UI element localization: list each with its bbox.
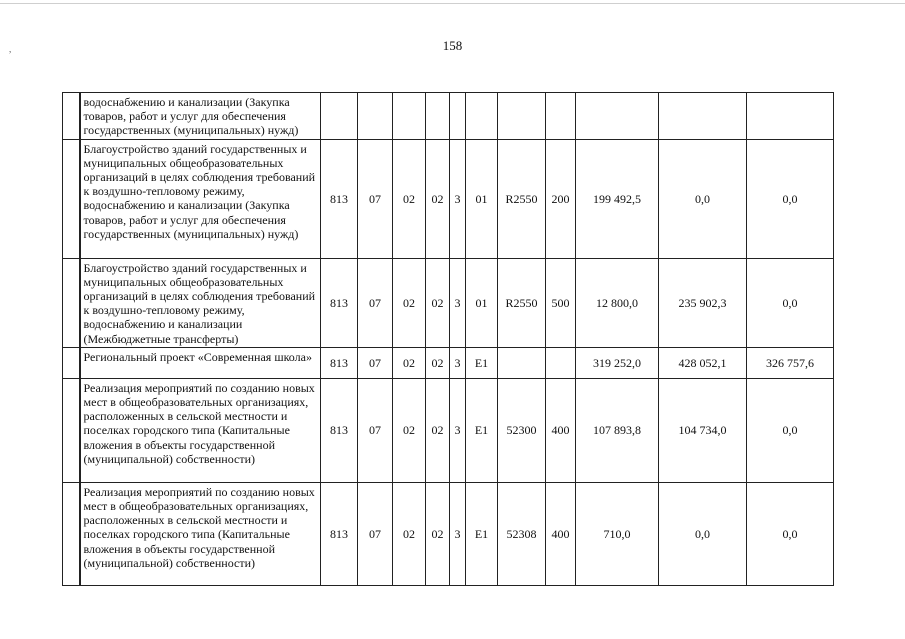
pr-cell: 02 — [393, 482, 426, 585]
item-name-cell: Реализация мероприятий по созданию новых мест в общеобразовательных организациях, расположенных в сельской местности и поселках городского типа (Капитальные вложения в объекты государственной (муниципальной) собственности) — [80, 378, 321, 482]
target-article-cell: 3 — [450, 378, 466, 482]
row-number-cell — [63, 347, 80, 378]
budget-table — [62, 92, 834, 586]
item-name-cell: Реализация мероприятий по созданию новых мест в общеобразовательных организациях, расположенных в сельской местности и поселках городского типа (Капитальные вложения в объекты государственной (муниципальной) собственности) — [80, 482, 321, 585]
ved-cell: 813 — [321, 482, 358, 585]
target-article-cell: 3 — [450, 482, 466, 585]
target-article-cell — [450, 93, 466, 140]
target-article-cell: 52300 — [498, 378, 546, 482]
amount-cell — [747, 93, 834, 140]
amount-cell: 12 800,0 — [576, 258, 659, 347]
top-border-line — [0, 3, 905, 4]
expense-type-cell: 400 — [546, 378, 576, 482]
rz-cell: 07 — [358, 139, 393, 258]
target-article-cell: 02 — [426, 482, 450, 585]
expense-type-cell: 200 — [546, 139, 576, 258]
rz-cell: 07 — [358, 258, 393, 347]
item-name-cell: водоснабжению и канализации (Закупка товаров, работ и услуг для обеспечения государственных (муниципальных) нужд) — [80, 93, 321, 140]
amount-cell: 235 902,3 — [659, 258, 747, 347]
item-name-cell: Благоустройство зданий государственных и муниципальных общеобразовательных организаций в целях соблюдения требований к воздушно-тепловому режиму, водоснабжению и канализации (Межбюджетные трансферты) — [80, 258, 321, 347]
item-name-cell: Благоустройство зданий государственных и муниципальных общеобразовательных организаций в целях соблюдения требований к воздушно-тепловому режиму, водоснабжению и канализации (Закупка товаров, работ и услуг для обеспечения государственных (муниципальных) нужд) — [80, 139, 321, 258]
amount-cell: 710,0 — [576, 482, 659, 585]
amount-cell: 0,0 — [747, 139, 834, 258]
pr-cell: 02 — [393, 258, 426, 347]
target-article-cell: 52308 — [498, 482, 546, 585]
rz-cell: 07 — [358, 378, 393, 482]
target-article-cell: 02 — [426, 258, 450, 347]
amount-cell: 0,0 — [659, 139, 747, 258]
amount-cell: 428 052,1 — [659, 347, 747, 378]
table-row — [63, 93, 834, 140]
target-article-cell: 02 — [426, 347, 450, 378]
amount-cell: 0,0 — [747, 378, 834, 482]
target-article-cell: R2550 — [498, 139, 546, 258]
target-article-cell — [498, 93, 546, 140]
ved-cell — [321, 93, 358, 140]
amount-cell: 326 757,6 — [747, 347, 834, 378]
rz-cell: 07 — [358, 347, 393, 378]
amount-cell — [659, 93, 747, 140]
row-number-cell — [63, 258, 80, 347]
expense-type-cell — [546, 347, 576, 378]
pr-cell: 02 — [393, 139, 426, 258]
amount-cell: 107 893,8 — [576, 378, 659, 482]
target-article-cell: 02 — [426, 378, 450, 482]
item-name-cell: Региональный проект «Современная школа» — [80, 347, 321, 378]
row-number-cell — [63, 378, 80, 482]
pr-cell — [393, 93, 426, 140]
ved-cell: 813 — [321, 258, 358, 347]
target-article-cell: E1 — [466, 378, 498, 482]
table-row — [63, 378, 834, 482]
rz-cell — [358, 93, 393, 140]
target-article-cell: R2550 — [498, 258, 546, 347]
target-article-cell: 01 — [466, 139, 498, 258]
table-row — [63, 482, 834, 585]
target-article-cell: 3 — [450, 258, 466, 347]
row-number-cell — [63, 93, 80, 140]
amount-cell: 0,0 — [747, 258, 834, 347]
table-row — [63, 347, 834, 378]
row-number-cell — [63, 139, 80, 258]
pr-cell: 02 — [393, 378, 426, 482]
scan-speck: , — [9, 44, 12, 54]
ved-cell: 813 — [321, 378, 358, 482]
pr-cell: 02 — [393, 347, 426, 378]
target-article-cell: 3 — [450, 139, 466, 258]
amount-cell: 104 734,0 — [659, 378, 747, 482]
target-article-cell: E1 — [466, 347, 498, 378]
amount-cell — [576, 93, 659, 140]
row-number-cell — [63, 482, 80, 585]
expense-type-cell: 400 — [546, 482, 576, 585]
table-row — [63, 139, 834, 258]
expense-type-cell — [546, 93, 576, 140]
target-article-cell: 01 — [466, 258, 498, 347]
amount-cell: 319 252,0 — [576, 347, 659, 378]
target-article-cell — [426, 93, 450, 140]
target-article-cell — [498, 347, 546, 378]
amount-cell: 0,0 — [659, 482, 747, 585]
target-article-cell: 3 — [450, 347, 466, 378]
rz-cell: 07 — [358, 482, 393, 585]
ved-cell: 813 — [321, 347, 358, 378]
target-article-cell: E1 — [466, 482, 498, 585]
amount-cell: 0,0 — [747, 482, 834, 585]
table-row — [63, 258, 834, 347]
target-article-cell: 02 — [426, 139, 450, 258]
ved-cell: 813 — [321, 139, 358, 258]
amount-cell: 199 492,5 — [576, 139, 659, 258]
expense-type-cell: 500 — [546, 258, 576, 347]
target-article-cell — [466, 93, 498, 140]
page-number: 158 — [442, 38, 463, 53]
